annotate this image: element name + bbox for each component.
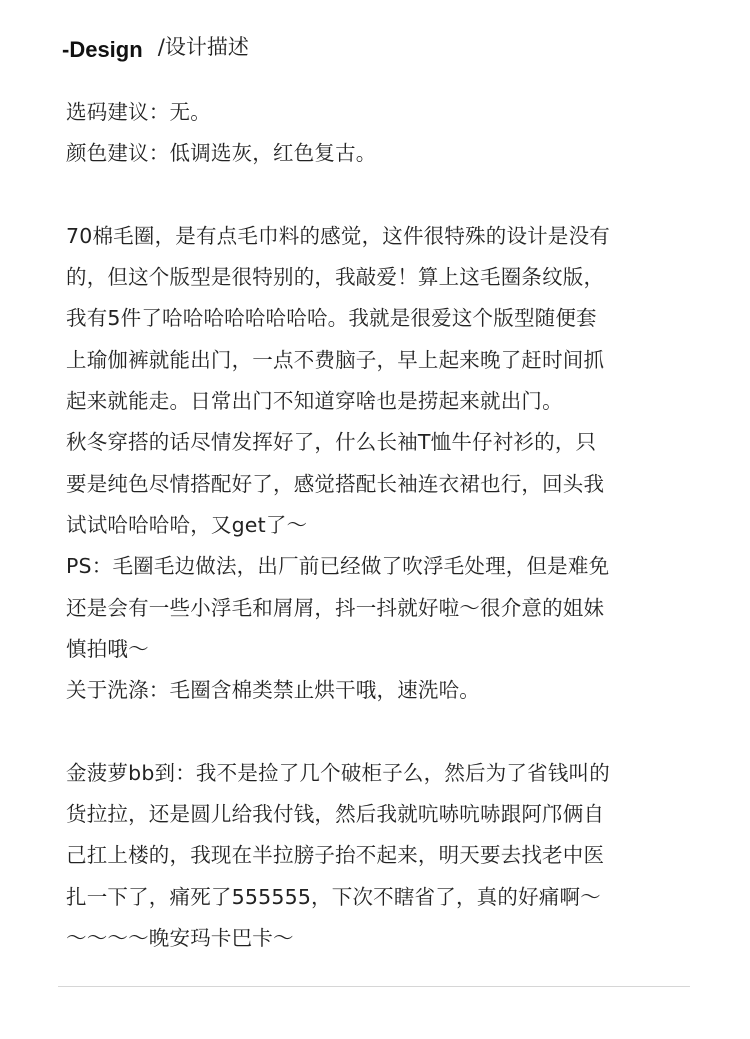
blank-line	[66, 175, 696, 216]
text-line: 货拉拉，还是圆儿给我付钱，然后我就吭哧吭哧跟阿邝俩自	[66, 802, 605, 827]
text-line: 70棉毛圈，是有点毛巾料的感觉，这件很特殊的设计是没有	[66, 223, 610, 248]
text-line: 我有5件了哈哈哈哈哈哈哈哈。我就是很爱这个版型随便套	[66, 306, 597, 331]
text-line: 慎拍哦～	[66, 636, 149, 661]
header-title-en: -Design	[62, 37, 143, 62]
text-line: 己扛上楼的，我现在半拉膀子抬不起来，明天要去找老中医	[66, 843, 605, 868]
text-line: 秋冬穿搭的话尽情发挥好了，什么长袖T恤牛仔衬衫的，只	[66, 430, 597, 455]
text-line: 颜色建议：低调选灰，红色复古。	[66, 141, 377, 166]
header-title-cn: /设计描述	[157, 35, 249, 59]
bottom-divider	[58, 986, 690, 987]
section-header	[62, 34, 249, 70]
text-line: 的，但这个版型是很特别的，我敲爱！算上这毛圈条纹版，	[66, 265, 605, 290]
text-line: 要是纯色尽情搭配好了，感觉搭配长袖连衣裙也行，回头我	[66, 471, 605, 496]
blank-line	[66, 711, 696, 752]
text-line: PS：毛圈毛边做法，出厂前已经做了吹浮毛处理，但是难免	[66, 554, 610, 579]
text-line: 选码建议：无。	[66, 100, 211, 124]
description-body	[66, 92, 696, 959]
text-line: 扎一下了，痛死了555555，下次不瞎省了，真的好痛啊～	[66, 884, 601, 909]
text-line: 关于洗涤：毛圈含棉类禁止烘干哦，速洗哈。	[66, 678, 480, 703]
text-line: 起来就能走。日常出门不知道穿啥也是捞起来就出门。	[66, 389, 563, 414]
text-line: 试试哈哈哈哈，又get了～	[66, 512, 308, 537]
text-line: ～～～～晚安玛卡巴卡～	[66, 925, 294, 950]
text-line: 上瑜伽裤就能出门，一点不费脑子，早上起来晚了赶时间抓	[66, 347, 605, 372]
text-line: 金菠萝bb到：我不是捡了几个破柜子么，然后为了省钱叫的	[66, 760, 610, 785]
text-line: 还是会有一些小浮毛和屑屑，抖一抖就好啦～很介意的姐妹	[66, 595, 605, 620]
